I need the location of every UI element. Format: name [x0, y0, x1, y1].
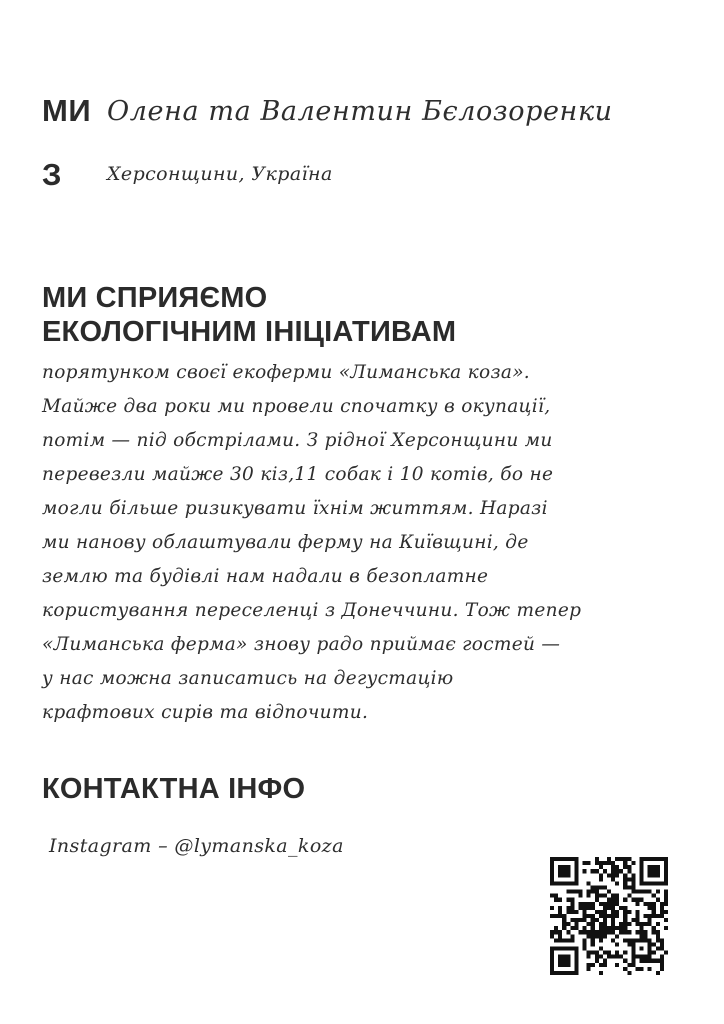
body-line: Майже два роки ми провели спочатку в окупації,	[42, 396, 551, 417]
support-heading	[42, 281, 456, 349]
contacts-heading: КОНТАКТНА ІНФО	[42, 773, 306, 805]
body-line: землю та будівлі нам надали в безоплатне	[42, 566, 489, 587]
owner-names: Олена та Валентин Бєлозоренки	[107, 96, 613, 127]
support-heading-line-2: ЕКОЛОГІЧНИМ ІНІЦІАТИВАМ	[42, 316, 457, 348]
body-line: могли більше ризикувати їхнім життям. Наразі	[42, 498, 548, 519]
body-line: порятунком своєї екоферми «Лиманська коза».	[42, 362, 530, 383]
from-label: З	[42, 157, 62, 192]
body-line: перевезли майже 30 кіз,11 собак і 10 котів, бо не	[42, 464, 554, 485]
body-line: крафтових сирів та відпочити.	[42, 702, 369, 723]
support-heading-line-1: МИ СПРИЯЄМО	[42, 282, 268, 314]
qr-code-graphic	[550, 857, 668, 975]
region-text: Херсонщини, Україна	[107, 163, 333, 185]
body-line: у нас можна записатись на дегустацію	[42, 668, 454, 689]
body-line: потім — під обстрілами. З рідної Херсонщини ми	[42, 430, 553, 451]
body-line: ми нанову облаштували ферму на Київщині, де	[42, 532, 529, 553]
qr-code-icon[interactable]	[550, 857, 668, 975]
body-line: «Лиманська ферма» знову радо приймає гостей —	[42, 634, 561, 655]
support-body	[42, 356, 677, 730]
body-line: користування переселенці з Донеччини. Тож тепер	[42, 600, 582, 621]
instagram-link[interactable]: Instagram – @lymanska_koza	[49, 835, 344, 857]
we-label: МИ	[42, 93, 92, 128]
